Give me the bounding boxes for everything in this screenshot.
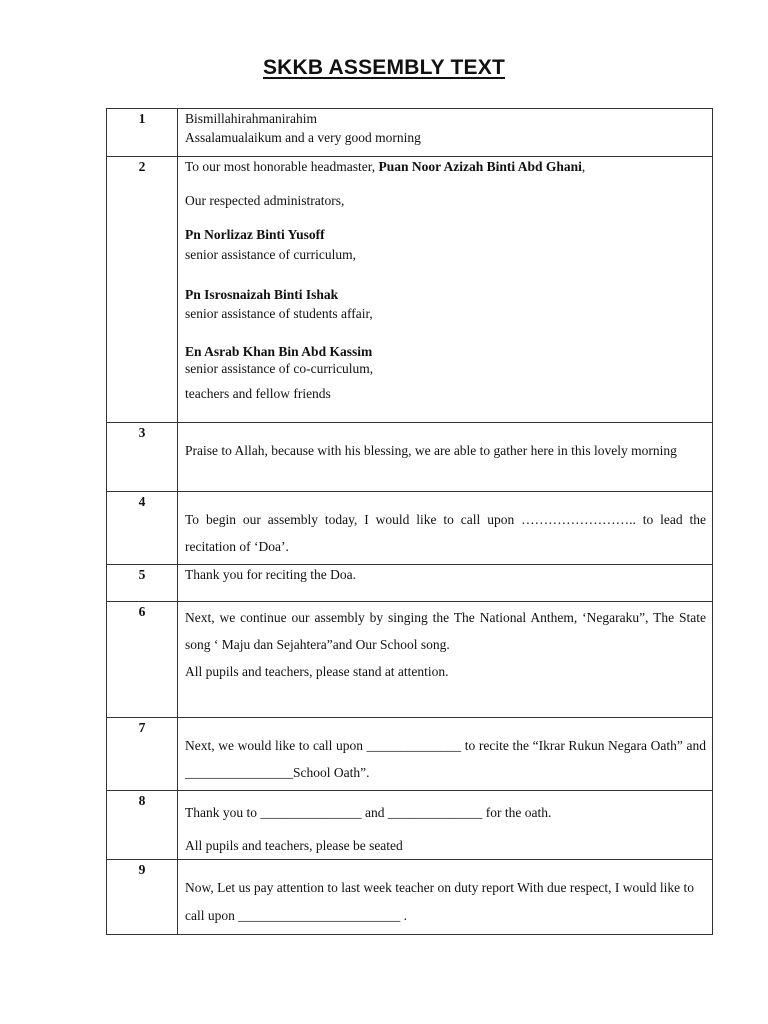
row-text: [178, 718, 713, 791]
row-text: [178, 492, 713, 565]
administrator-role: senior assistance of co-curriculum,: [185, 361, 374, 377]
row-text: [178, 157, 713, 423]
administrator-name: Pn Norlizaz Binti Yusoff: [185, 226, 325, 242]
assembly-script-table: [106, 108, 713, 935]
administrators-greeting: Our respected administrators,: [185, 192, 345, 208]
oath-call-text: Next, we would like to call upon ______________ to recite the “Ikrar Rukun Negara Oath” and ________________School Oath”.: [185, 738, 706, 780]
closing-greeting: teachers and fellow friends: [185, 386, 331, 401]
row-text: [178, 791, 713, 860]
seated-instruction: All pupils and teachers, please be seated: [185, 837, 403, 853]
praise-text: Praise to Allah, because with his blessing, we are able to gather here in this lovely morning: [185, 443, 677, 458]
doa-thanks-text: Thank you for reciting the Doa.: [185, 567, 356, 582]
anthem-text: Next, we continue our assembly by singing the The National Anthem, ‘Negaraku”, The State song ‘ Maju dan Sejahtera”and Our School song.: [185, 610, 706, 652]
table-row: [107, 109, 713, 157]
table-row: [107, 791, 713, 860]
row-text: [178, 860, 713, 935]
table-row: [107, 565, 713, 602]
administrator-name: En Asrab Khan Bin Abd Kassim: [185, 344, 373, 360]
table-row: [107, 423, 713, 492]
table-row: [107, 718, 713, 791]
row-number: 7: [107, 718, 178, 791]
table-row: [107, 157, 713, 423]
row-number: 3: [107, 423, 178, 492]
row-text: [178, 109, 713, 157]
row-number: 8: [107, 791, 178, 860]
row-number: 1: [107, 109, 178, 157]
headmaster-name: Puan Noor Azizah Binti Abd Ghani: [378, 159, 582, 174]
oath-thanks-text: Thank you to _______________ and ______________ for the oath.: [185, 805, 552, 820]
duty-report-text: Now, Let us pay attention to last week teacher on duty report With due respect, I would like to call upon ________________________ .: [185, 880, 694, 923]
headmaster-greeting: To our most honorable headmaster, Puan Noor Azizah Binti Abd Ghani,: [185, 159, 586, 174]
row-number: 9: [107, 860, 178, 935]
administrator-role: senior assistance of students affair,: [185, 306, 373, 322]
document-title: SKKB ASSEMBLY TEXT: [262, 56, 506, 79]
row-number: 6: [107, 602, 178, 718]
row-number: 5: [107, 565, 178, 602]
row-text: [178, 423, 713, 492]
table-row: [107, 860, 713, 935]
opening-greeting: Assalamualaikum and a very good morning: [185, 129, 421, 145]
row-text: [178, 565, 713, 602]
doa-call-text: To begin our assembly today, I would like to call upon …………………….. to lead the recitation of ‘Doa’.: [185, 512, 706, 554]
row-text: [178, 602, 713, 718]
table-row: [107, 492, 713, 565]
row-number: 2: [107, 157, 178, 423]
row-number: 4: [107, 492, 178, 565]
opening-basmala: Bismillahirahmanirahim: [185, 111, 317, 126]
administrator-role: senior assistance of curriculum,: [185, 246, 356, 262]
table-row: [107, 602, 713, 718]
administrator-name: Pn Isrosnaizah Binti Ishak: [185, 286, 339, 302]
stand-instruction: All pupils and teachers, please stand at attention.: [185, 664, 449, 679]
